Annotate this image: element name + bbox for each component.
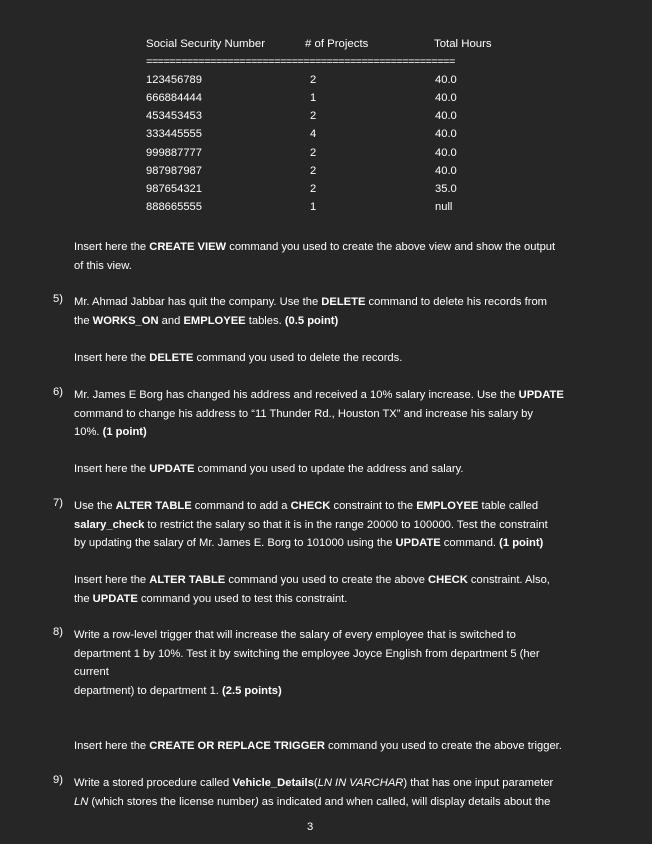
ssn-cell: 333445555 (146, 128, 202, 140)
table-separator: ===================================================== (146, 56, 455, 68)
hours-cell: 40.0 (435, 92, 457, 104)
hours-cell: null (435, 201, 453, 213)
table-row (0, 165, 652, 183)
projects-cell: 2 (310, 165, 317, 177)
question-7: Use the ALTER TABLE command to add a CHECK constraint to the EMPLOYEE table called salary_check to restrict the salary so that it is in the range 20000 to 100000. Test the constraint by updating the salary of Mr. James E. Borg to 101000 using the UPDATE command. (1 point) (74, 500, 548, 549)
table-row (0, 128, 652, 146)
table-row (0, 110, 652, 128)
table-row (0, 147, 652, 165)
ssn-cell: 987987987 (146, 165, 202, 177)
hours-cell: 40.0 (435, 128, 457, 140)
ssn-cell: 999887777 (146, 147, 202, 159)
question-6: Mr. James E Borg has changed his address and received a 10% salary increase. Use the UPDATE command to change his address to “11 Thunder Rd., Houston TX” and increase his salary by 10%. (1 point) (74, 389, 564, 438)
hours-cell: 40.0 (435, 165, 457, 177)
table-row (0, 201, 652, 219)
instruction-update: Insert here the UPDATE command you used to update the address and salary. (74, 463, 464, 475)
question-5: Mr. Ahmad Jabbar has quit the company. Use the DELETE command to delete his records from the WORKS_ON and EMPLOYEE tables. (0.5 point) (74, 296, 547, 327)
hours-cell: 40.0 (435, 147, 457, 159)
projects-cell: 2 (310, 183, 317, 195)
page-number: 3 (307, 821, 314, 833)
question-9: Write a stored procedure called Vehicle_Details(LN IN VARCHAR) that has one input parameter LN (which stores the license number) as indicated and when called, will display details about the (74, 777, 554, 808)
hours-cell: 35.0 (435, 183, 457, 195)
projects-cell: 4 (310, 128, 317, 140)
column-header-hours: Total Hours (434, 38, 492, 50)
column-header-projects: # of Projects (305, 38, 369, 50)
projects-cell: 2 (310, 74, 317, 86)
projects-cell: 1 (310, 92, 317, 104)
projects-cell: 2 (310, 110, 317, 122)
table-row (0, 92, 652, 110)
question-8: Write a row-level trigger that will increase the salary of every employee that is switched to department 1 by 10%. Test it by switching the employee Joyce English from department 5 (her current department) to department 1. (2.5 points) (74, 629, 540, 697)
hours-cell: 40.0 (435, 110, 457, 122)
projects-cell: 1 (310, 201, 317, 213)
instruction-delete: Insert here the DELETE command you used to delete the records. (74, 352, 403, 364)
table-row (0, 183, 652, 201)
ssn-cell: 888665555 (146, 201, 202, 213)
question-number-9: 9) (53, 774, 63, 786)
ssn-cell: 123456789 (146, 74, 202, 86)
question-number-8: 8) (53, 626, 63, 638)
table-row (0, 74, 652, 92)
instruction-alter-table: Insert here the ALTER TABLE command you used to create the above CHECK constraint. Also, the UPDATE command you used to test this constraint. (74, 574, 550, 605)
ssn-cell: 666884444 (146, 92, 202, 104)
question-number-5: 5) (53, 293, 63, 305)
projects-cell: 2 (310, 147, 317, 159)
question-number-6: 6) (53, 386, 63, 398)
instruction-create-view: Insert here the CREATE VIEW command you used to create the above view and show the output of this view. (74, 241, 556, 272)
instruction-trigger: Insert here the CREATE OR REPLACE TRIGGER command you used to create the above trigger. (74, 740, 562, 752)
ssn-cell: 453453453 (146, 110, 202, 122)
question-number-7: 7) (53, 497, 63, 509)
hours-cell: 40.0 (435, 74, 457, 86)
column-header-ssn: Social Security Number (146, 38, 266, 50)
ssn-cell: 987654321 (146, 183, 202, 195)
